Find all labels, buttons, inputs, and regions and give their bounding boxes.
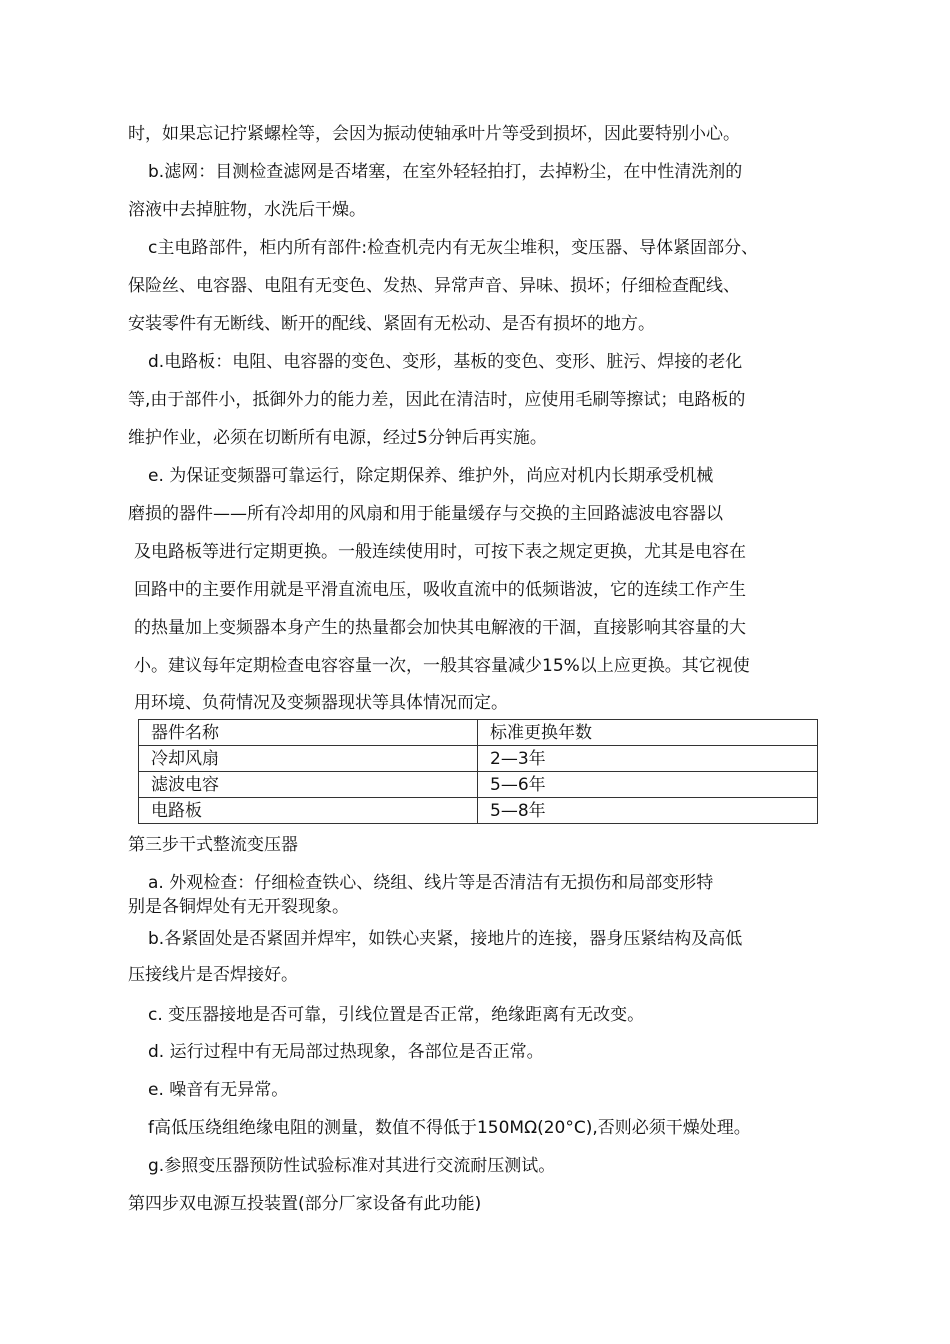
text-line: 及电路板等进行定期更换。一般连续使用时，可按下表之规定更换，尤其是电容在: [134, 542, 746, 562]
text-line: 别是各铜焊处有无开裂现象。: [128, 897, 349, 917]
text-line: c. 变压器接地是否可靠，引线位置是否正常，绝缘距离有无改变。: [148, 1005, 645, 1025]
text-line: 维护作业，必须在切断所有电源，经过5分钟后再实施。: [128, 428, 547, 448]
table-cell: 5—6年: [478, 772, 818, 798]
text-line: 溶液中去掉脏物，水洗后干燥。: [128, 200, 366, 220]
table-header-cell: 器件名称: [139, 720, 478, 746]
text-line: 安装零件有无断线、断开的配线、紧固有无松动、是否有损坏的地方。: [128, 314, 655, 334]
text-line: 等,由于部件小，抵御外力的能力差，因此在清洁时，应使用毛刷等擦试；电路板的: [128, 390, 746, 410]
section-heading: 第四步双电源互投装置(部分厂家设备有此功能): [128, 1194, 482, 1214]
replacement-table: [138, 719, 818, 824]
text-line: b.各紧固处是否紧固并焊牢，如铁心夹紧，接地片的连接，器身压紧结构及高低: [148, 929, 743, 949]
text-line: 小。建议每年定期检查电容容量一次，一般其容量减少15%以上应更换。其它视使: [134, 656, 750, 676]
section-heading: 第三步干式整流变压器: [128, 835, 298, 855]
text-line: e. 为保证变频器可靠运行，除定期保养、维护外，尚应对机内长期承受机械: [148, 466, 714, 486]
text-line: 保险丝、电容器、电阻有无变色、发热、异常声音、异味、损坏；仔细检查配线、: [128, 276, 740, 296]
text-line: c主电路部件，柜内所有部件:检查机壳内有无灰尘堆积，变压器、导体紧固部分、: [148, 238, 759, 258]
table-row: [139, 798, 818, 824]
text-line: 时，如果忘记拧紧螺栓等，会因为振动使轴承叶片等受到损坏，因此要特别小心。: [128, 124, 740, 144]
text-line: b.滤网：目测检查滤网是否堵塞，在室外轻轻拍打，去掉粉尘，在中性清洗剂的: [148, 162, 743, 182]
table-cell: 2—3年: [478, 746, 818, 772]
text-line: 的热量加上变频器本身产生的热量都会加快其电解液的干涸，直接影响其容量的大: [134, 618, 746, 638]
table-row: [139, 746, 818, 772]
text-line: f高低压绕组绝缘电阻的测量，数值不得低于150MΩ(20°C),否则必须干燥处理。: [148, 1118, 751, 1138]
table-cell: 滤波电容: [139, 772, 478, 798]
table-header-row: [139, 720, 818, 746]
text-line: 回路中的主要作用就是平滑直流电压，吸收直流中的低频谐波，它的连续工作产生: [134, 580, 746, 600]
table-cell: 5—8年: [478, 798, 818, 824]
table-row: [139, 772, 818, 798]
table-cell: 冷却风扇: [139, 746, 478, 772]
table-cell: 电路板: [139, 798, 478, 824]
table-header-cell: 标准更换年数: [478, 720, 818, 746]
text-line: 用环境、负荷情况及变频器现状等具体情况而定。: [134, 693, 508, 713]
text-line: e. 噪音有无异常。: [148, 1080, 289, 1100]
text-line: d.电路板：电阻、电容器的变色、变形，基板的变色、变形、脏污、焊接的老化: [148, 352, 743, 372]
text-line: g.参照变压器预防性试验标准对其进行交流耐压测试。: [148, 1156, 556, 1176]
text-line: 压接线片是否焊接好。: [128, 965, 298, 985]
text-line: 磨损的器件——所有冷却用的风扇和用于能量缓存与交换的主回路滤波电容器以: [128, 504, 723, 524]
text-line: d. 运行过程中有无局部过热现象，各部位是否正常。: [148, 1042, 544, 1062]
text-line: a. 外观检查：仔细检查铁心、绕组、线片等是否清洁有无损伤和局部变形特: [148, 873, 714, 893]
